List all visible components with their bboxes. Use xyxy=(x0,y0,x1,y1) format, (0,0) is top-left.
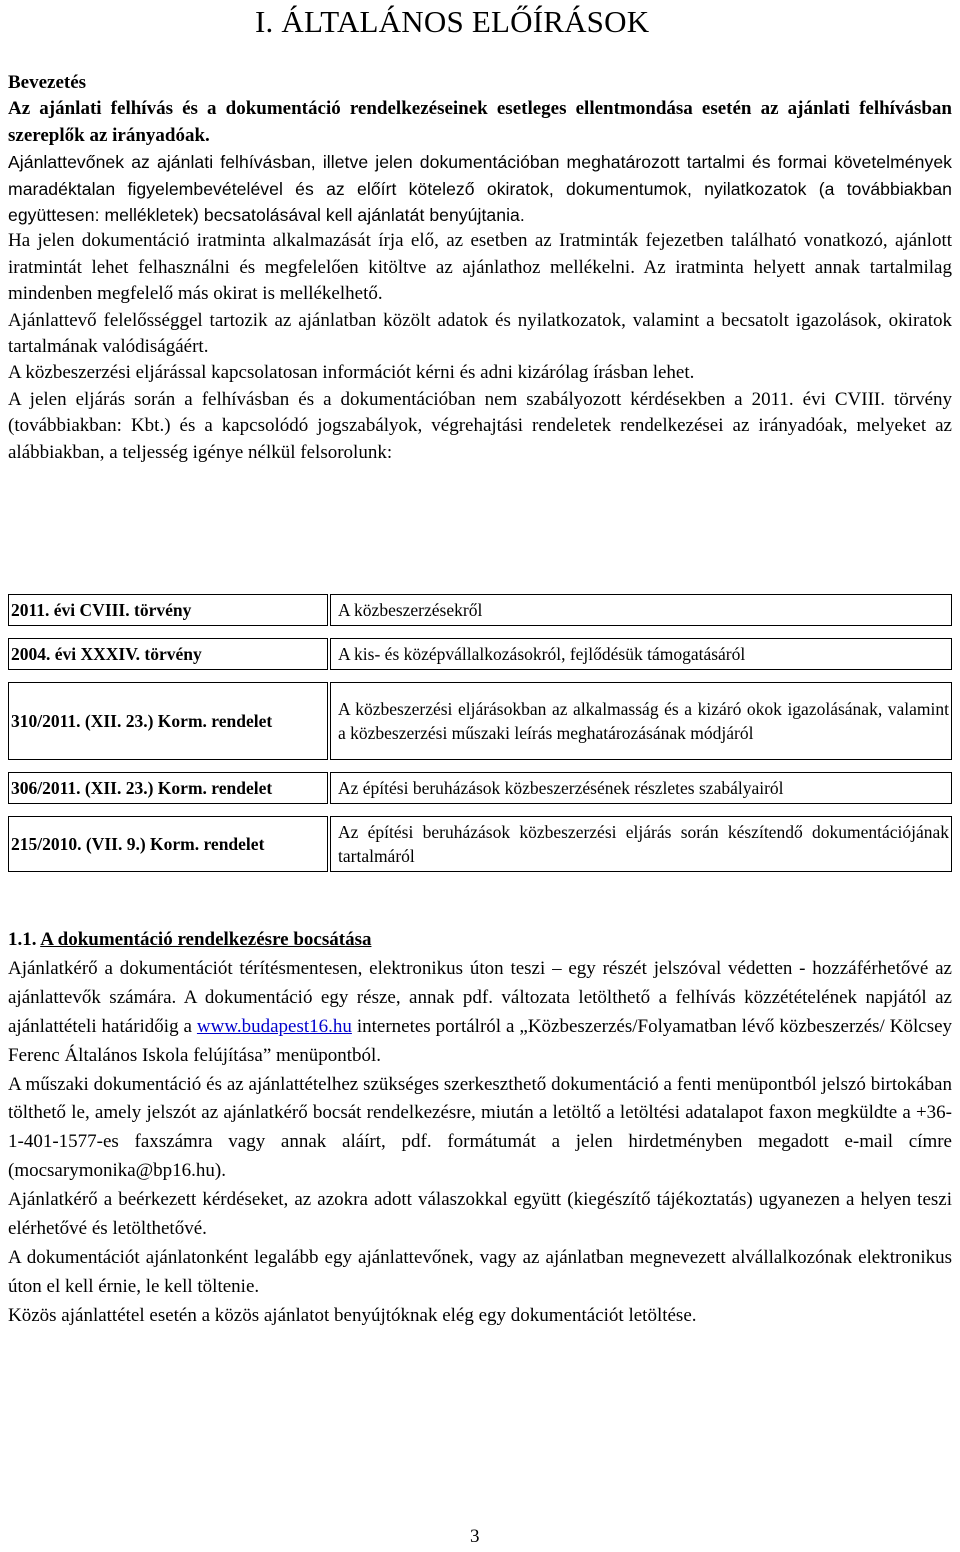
law-description xyxy=(330,682,952,760)
intro-paragraph-2a: Ha jelen dokumentáció iratminta alkalmazását írja elő, az esetben az Iratminták fejezetben található vonatkozó, ajánlott iratmintát lehet felhasználni és megfelelően kitöltve az ajánlathoz mellékelni. xyxy=(8,230,952,278)
table-row xyxy=(8,638,952,670)
section-paragraph-1-pre: Ajánlatkérő a dokumentációt térítésmentesen, elektronikus úton teszi – egy részét jelszóval védetten - hozzáférhetővé az ajánlattevők számára. A dokumentáció egy része, annak pdf. változata letölthető a felhívás közzétételének napjától az ajánlattételi határidőig a xyxy=(8,957,952,1037)
table-row xyxy=(8,682,952,760)
intro-paragraph-1: Ajánlattevőnek az ajánlati felhívásban, illetve jelen dokumentációban meghatározott tartalmi és formai követelmények maradéktalan figyelembevételével és az előírt kötelező okiratok, dokumentumok, nyilatkozatok (a továbbiakban együttesen: mellékletek) becsatolásával kell ajánlatát benyújtania. xyxy=(8,152,952,226)
section-paragraph-1-post: internetes portálról a „Közbeszerzés/Folyamatban lévő közbeszerzés/ Kölcsey Ferenc Általános Iskola felújítása” menüpontból. xyxy=(8,1015,953,1066)
law-description xyxy=(330,816,952,872)
section-paragraph-1 xyxy=(8,955,952,1071)
section-paragraph-5: Közös ajánlattétel esetén a közös ajánlatot benyújtóknak elég egy dokumentációt letöltése. xyxy=(8,1304,697,1326)
table-row xyxy=(8,816,952,872)
section-number: 1.1. xyxy=(8,929,37,950)
law-description-text: Az építési beruházások közbeszerzési eljárás során készítendő dokumentációjának tartalmáról xyxy=(338,822,949,866)
intro-heading: Bevezetés xyxy=(8,72,87,93)
law-description-text: A közbeszerzési eljárásokban az alkalmasság és a kizáró okok igazolásának, valamint a közbeszerzési műszaki leírás meghatározásának módjáról xyxy=(338,699,949,743)
law-description xyxy=(330,594,952,626)
documentation-section xyxy=(8,926,952,1331)
page-title: I. ÁLTALÁNOS ELŐÍRÁSOK xyxy=(255,4,650,39)
law-name: 306/2011. (XII. 23.) Korm. rendelet xyxy=(8,772,328,804)
law-description xyxy=(330,638,952,670)
intro-paragraph-3: Ajánlattevő felelősséggel tartozik az ajánlatban közölt adatok és nyilatkozatok, valamint a becsatolt igazolások, okiratok tartalmának valódiságáért. xyxy=(8,309,952,358)
law-table xyxy=(8,594,952,872)
table-row xyxy=(8,594,952,626)
law-name: 2004. évi XXXIV. törvény xyxy=(8,638,328,670)
section-title: A dokumentáció rendelkezésre bocsátása xyxy=(40,929,372,950)
section-paragraph-3: Ajánlatkérő a beérkezett kérdéseket, az azokra adott válaszokkal együtt (kiegészítő tájékoztatás) ugyanezen a helyen teszi elérhetővé és letölthetővé. xyxy=(8,1189,952,1240)
page-number: 3 xyxy=(470,1526,480,1547)
intro-section xyxy=(8,70,952,466)
intro-bold-statement: Az ajánlati felhívás és a dokumentáció rendelkezéseinek esetleges ellentmondása esetén az ajánlati felhívásban szereplők az irányadóak. xyxy=(8,98,952,146)
table-row xyxy=(8,772,952,804)
intro-paragraph-2b: Az iratminta helyett annak tartalmilag mindenben megfelelő más okirat is mellékelhető. xyxy=(8,256,952,305)
law-name: 215/2010. (VII. 9.) Korm. rendelet xyxy=(8,816,328,872)
budapest16-link[interactable]: www.budapest16.hu xyxy=(196,1015,352,1037)
intro-paragraph-5: A jelen eljárás során a felhívásban és a dokumentációban nem szabályozott kérdésekben a 2011. évi CVIII. törvény (továbbiakban: Kbt.) és a kapcsolódó jogszabályok, végrehajtási rendeletek rendelkezései az irányadóak, melyeket az alábbiakban, a teljesség igénye nélkül felsorolunk: xyxy=(8,388,952,463)
intro-paragraph-4: A közbeszerzési eljárással kapcsolatosan információt kérni és adni kizárólag írásban lehet. xyxy=(8,362,695,384)
intro-paragraph-2 xyxy=(8,228,952,307)
law-name: 2011. évi CVIII. törvény xyxy=(8,594,328,626)
section-heading xyxy=(8,926,952,955)
section-paragraph-4: A dokumentációt ajánlatonként legalább egy ajánlattevőnek, vagy az ajánlatban megnevezett alvállalkozónak elektronikus úton el kell érnie, le kell töltenie. xyxy=(8,1246,952,1297)
law-description-text: A közbeszerzésekről xyxy=(338,600,483,620)
law-description-text: A kis- és középvállalkozásokról, fejlődésük támogatásáról xyxy=(338,644,746,664)
law-name: 310/2011. (XII. 23.) Korm. rendelet xyxy=(8,682,328,760)
law-description-text: Az építési beruházások közbeszerzésének részletes szabályairól xyxy=(338,778,784,798)
section-paragraph-2: A műszaki dokumentáció és az ajánlattételhez szükséges szerkeszthető dokumentáció a fenti menüpontból jelszó birtokában tölthető le, amely jelszót az ajánlatkérő bocsát rendelkezésre, miután a letöltő a letöltési adatalapot faxon megküldte a +36-1-401-1577-es faxszámra vagy annak aláírt, pdf. formátumát a jelen hirdetményben megadott e-mail címre (mocsarymonika@bp16.hu). xyxy=(8,1073,952,1182)
law-description xyxy=(330,772,952,804)
